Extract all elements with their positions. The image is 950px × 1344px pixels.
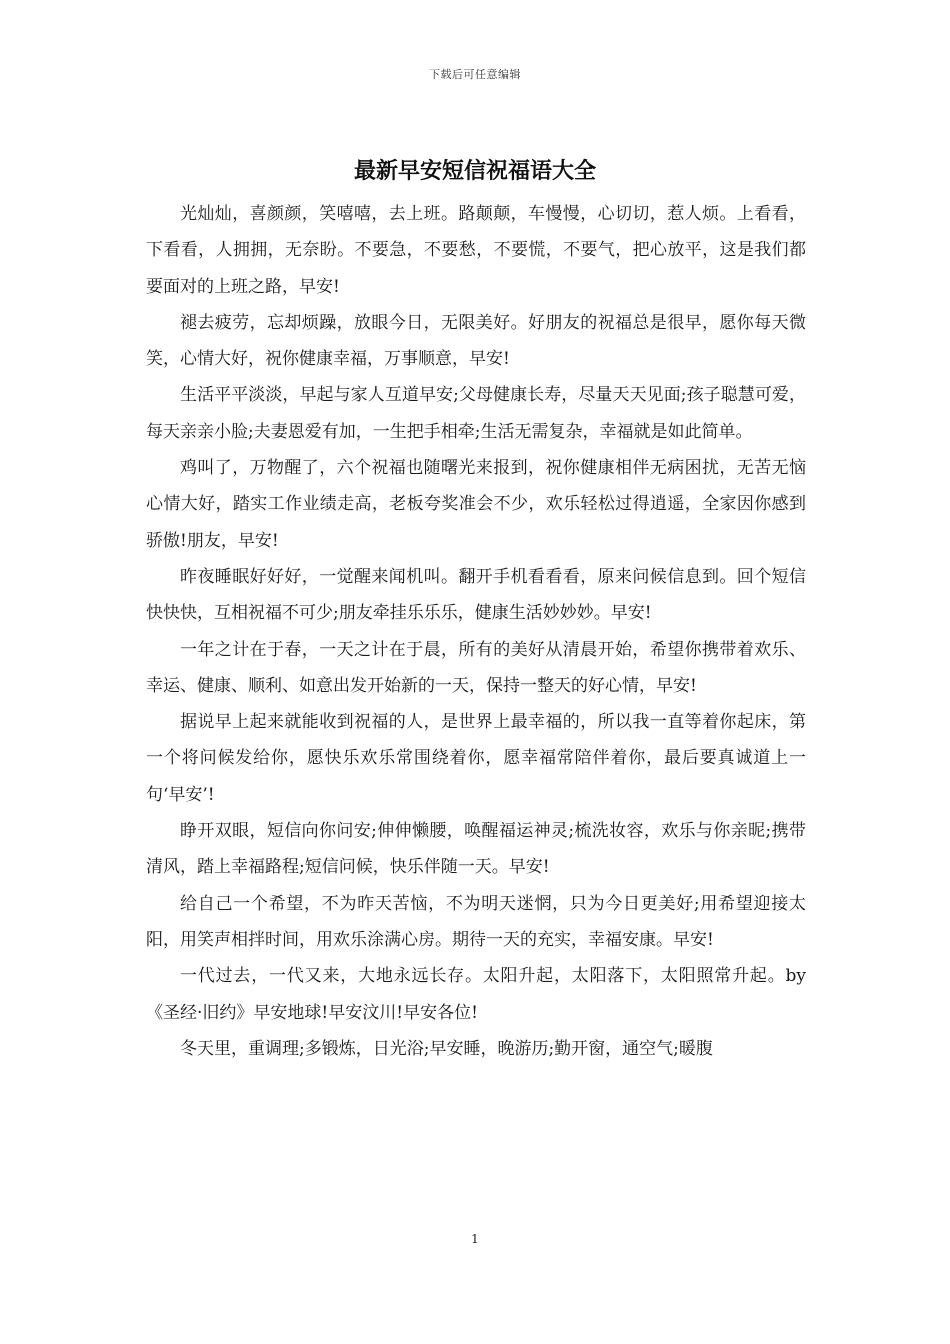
paragraph: 给自己一个希望，不为昨天苦恼，不为明天迷惘，只为今日更美好;用希望迎接太阳，用笑声相拌时间，用欢乐涂满心房。期待一天的充实，幸福安康。早安! — [146, 893, 806, 950]
paragraph: 光灿灿，喜颜颜，笑嘻嘻，去上班。路颠颠，车慢慢，心切切，惹人烦。上看看，下看看，人拥拥，无奈盼。不要急，不要愁，不要慌，不要气，把心放平，这是我们都要面对的上班之路，早安! — [146, 204, 806, 297]
page-number: 1 — [471, 1232, 479, 1246]
paragraph: 一代过去，一代又来，大地永远长存。太阳升起，太阳落下，太阳照常升起。by《圣经·旧约》早安地球!早安汶川!早安各位! — [146, 966, 806, 1023]
paragraph: 褪去疲劳，忘却烦躁，放眼今日，无限美好。好朋友的祝福总是很早，愿你每天微笑，心情大好，祝你健康幸福，万事顺意，早安! — [146, 312, 806, 370]
paragraph: 一年之计在于春，一天之计在于晨，所有的美好从清晨开始，希望你携带着欢乐、幸运、健康、顺利、如意出发开始新的一天，保持一整天的好心情，早安! — [146, 639, 806, 696]
paragraph: 鸡叫了，万物醒了，六个祝福也随曙光来报到，祝你健康相伴无病困扰，无苦无恼心情大好，踏实工作业绩走高，老板夸奖准会不少，欢乐轻松过得逍遥，全家因你感到骄傲!朋友，早安! — [146, 458, 806, 551]
paragraph: 据说早上起来就能收到祝福的人，是世界上最幸福的，所以我一直等着你起床，第一个将问候发给你，愿快乐欢乐常围绕着你，愿幸福常陪伴着你，最后要真诚道上一句‘早安’! — [146, 712, 806, 805]
paragraph: 冬天里，重调理;多锻炼，日光浴;早安睡，晚游历;勤开窗，通空气;暖腹 — [180, 1038, 713, 1059]
document-body — [146, 196, 806, 1067]
paragraph: 生活平平淡淡，早起与家人互道早安;父母健康长寿，尽量天天见面;孩子聪慧可爱，每天亲亲小脸;夫妻恩爱有加，一生把手相牵;生活无需复杂，幸福就是如此简单。 — [146, 385, 806, 442]
paragraph: 睁开双眼，短信向你问安;伸伸懒腰，唤醒福运神灵;梳洗妆容，欢乐与你亲昵;携带清风，踏上幸福路程;短信问候，快乐伴随一天。早安! — [146, 821, 806, 878]
page-title: 最新早安短信祝福语大全 — [353, 158, 596, 184]
paragraph: 昨夜睡眠好好好，一觉醒来闻机叫。翻开手机看看看，原来问候信息到。回个短信快快快，互相祝福不可少;朋友牵挂乐乐乐，健康生活妙妙妙。早安! — [146, 566, 806, 624]
header-note: 下载后可任意编辑 — [429, 68, 521, 81]
